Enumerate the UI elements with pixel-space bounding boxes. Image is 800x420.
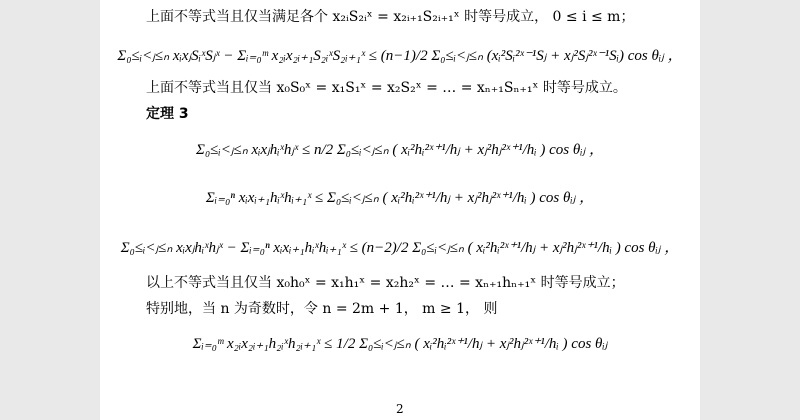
equality-condition-1: 上面不等式当且仅当满足各个 x₂ᵢS₂ᵢˣ = x₂ᵢ₊₁S₂ᵢ₊₁ˣ 时等号成立， 0 ≤ i ≤ m； (146, 9, 635, 25)
page-number: 2 (396, 402, 404, 416)
document-page (100, 0, 700, 420)
inequality-3: Σᵢ₌₀ⁿ xᵢxᵢ₊₁hᵢˣhᵢ₊₁ˣ ≤ Σ₀≤ᵢ<ⱼ≤ₙ ( xᵢ²hᵢ²ˣ⁺¹/hⱼ + xⱼ²hⱼ²ˣ⁺¹/hᵢ ) cos θᵢⱼ ， (205, 190, 595, 206)
special-case-text: 特别地，当 n 为奇数时，令 n = 2m + 1， m ≥ 1， 则 (146, 301, 498, 317)
inequality-5: Σᵢ₌₀ᵐ x₂ᵢx₂ᵢ₊₁h₂ᵢˣh₂ᵢ₊₁ˣ ≤ 1/2 Σ₀≤ᵢ<ⱼ≤ₙ ( xᵢ²hᵢ²ˣ⁺¹/hⱼ + xⱼ²hⱼ²ˣ⁺¹/hᵢ ) cos θᵢⱼ (192, 336, 608, 352)
inequality-4: Σ₀≤ᵢ<ⱼ≤ₙ xᵢxⱼhᵢˣhⱼˣ − Σᵢ₌₀ⁿ xᵢxᵢ₊₁hᵢˣhᵢ₊₁ˣ ≤ (n−2)/2 Σ₀≤ᵢ<ⱼ≤ₙ ( xᵢ²hᵢ²ˣ⁺¹/hⱼ + xⱼ²hⱼ²ˣ⁺¹/hᵢ ) cos θᵢⱼ ， (120, 240, 680, 256)
equality-condition-2: 上面不等式当且仅当 x₀S₀ˣ = x₁S₁ˣ = x₂S₂ˣ = … = xₙ₊₁Sₙ₊₁ˣ 时等号成立。 (146, 80, 627, 96)
inequality-2: Σ₀≤ᵢ<ⱼ≤ₙ xᵢxⱼhᵢˣhⱼˣ ≤ n/2 Σ₀≤ᵢ<ⱼ≤ₙ ( xᵢ²hᵢ²ˣ⁺¹/hⱼ + xⱼ²hⱼ²ˣ⁺¹/hᵢ ) cos θᵢⱼ ， (196, 142, 604, 158)
equality-condition-3: 以上不等式当且仅当 x₀h₀ˣ = x₁h₁ˣ = x₂h₂ˣ = … = xₙ₊₁hₙ₊₁ˣ 时等号成立； (146, 275, 625, 291)
inequality-1: Σ₀≤ᵢ<ⱼ≤ₙ xᵢxⱼSᵢˣSⱼˣ − Σᵢ₌₀ᵐ x₂ᵢx₂ᵢ₊₁S₂ᵢˣS₂ᵢ₊₁ˣ ≤ (n−1)/2 Σ₀≤ᵢ<ⱼ≤ₙ (xᵢ²Sᵢ²ˣ⁻¹Sⱼ + xⱼ²Sⱼ²ˣ⁻¹Sᵢ) cos θᵢⱼ ， (117, 48, 683, 64)
theorem-heading: 定理 3 (146, 106, 189, 122)
